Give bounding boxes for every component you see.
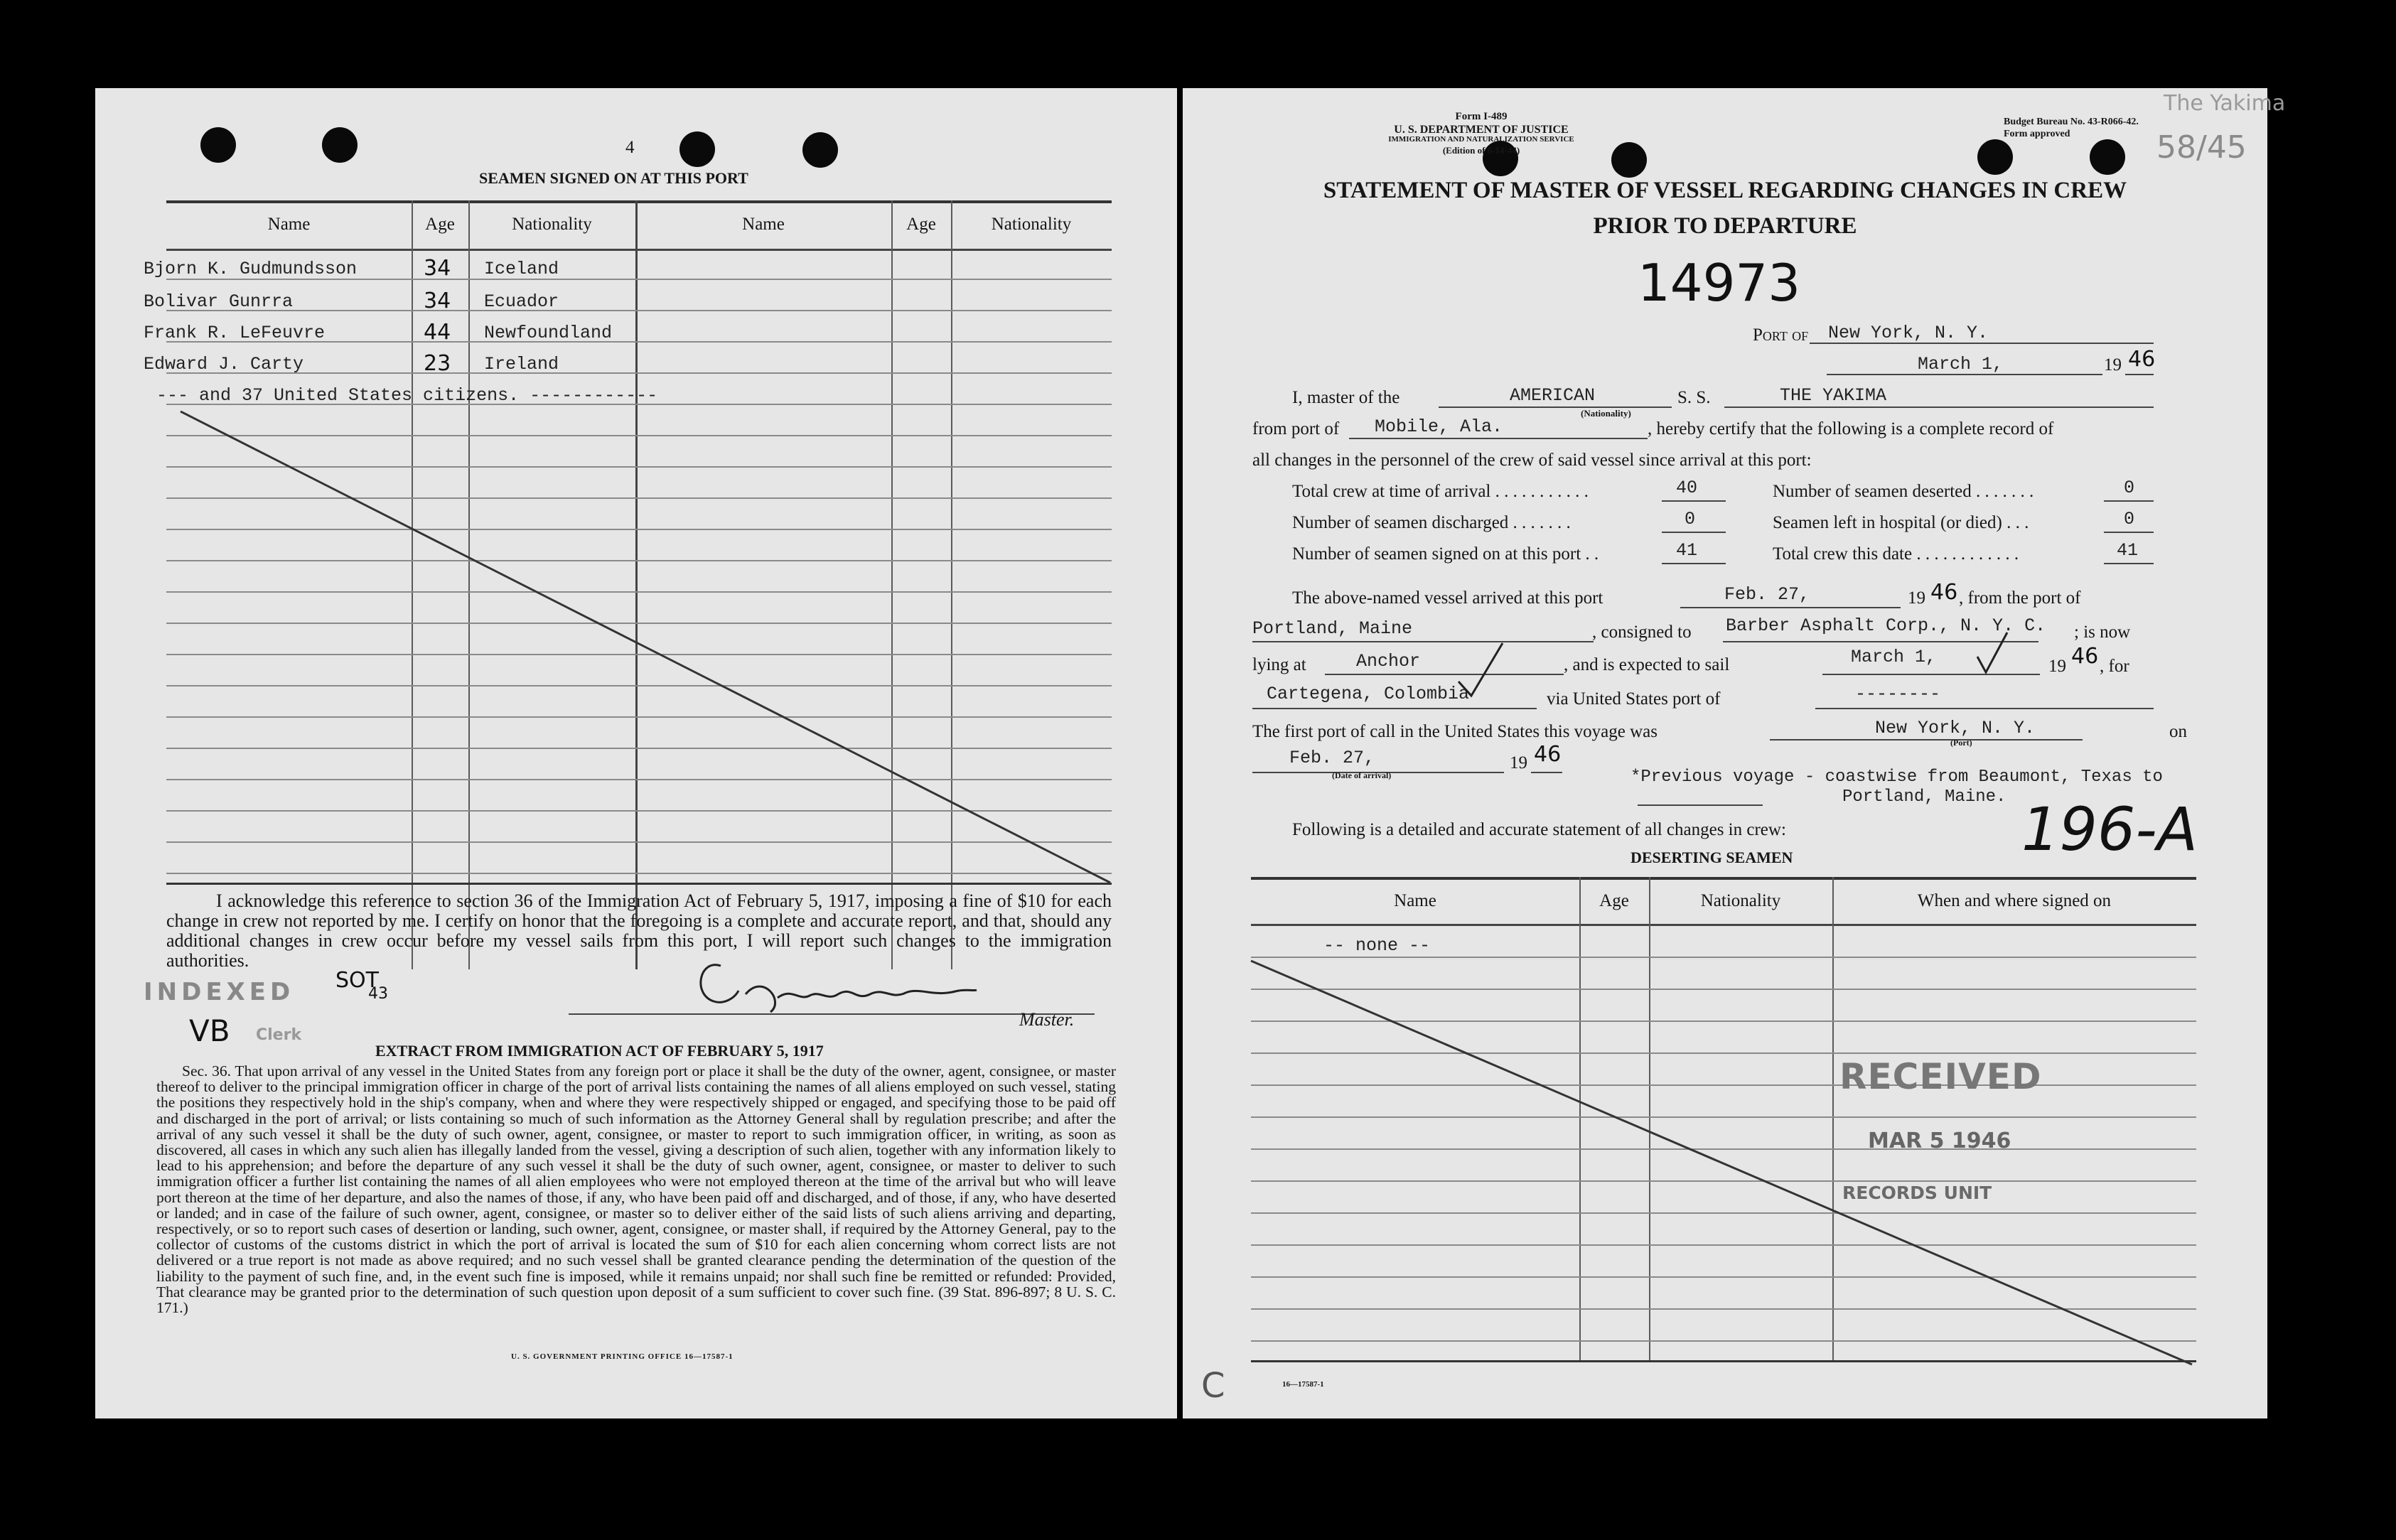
corner-handwriting: The Yakima <box>2164 91 2286 116</box>
citizens-note: --- and 37 United States citizens. ------------ <box>156 385 658 406</box>
column-header-nationality: Nationality <box>512 215 592 234</box>
certify-text: , hereby certify that the following is a complete record of <box>1648 419 2054 438</box>
acknowledgment-text: I acknowledge this reference to section 36 of the Immigration Act of February 5, 1917, imposing a fine of $10 for each change in crew not reported by me. I certify on honor that the foregoing is a complete and accurate report, and that, should any additional changes in crew occur before my vessel sails from this port, I will report such changes to the immigration authorities. <box>166 890 1112 971</box>
on-label: on <box>2169 722 2187 741</box>
clerk-label: Clerk <box>256 1026 302 1044</box>
year-prefix: 19 <box>2104 355 2122 375</box>
seaman-nationality: Iceland <box>484 259 559 279</box>
discharged-value: 0 <box>1685 509 1696 529</box>
total-crew-date-value: 41 <box>2117 540 2139 561</box>
from-the-port-value: Portland, Maine <box>1252 618 1413 639</box>
service-name: IMMIGRATION AND NATURALIZATION SERVICE <box>1388 135 1574 144</box>
from-port-value: Mobile, Ala. <box>1375 416 1503 437</box>
form-subtitle: PRIOR TO DEPARTURE <box>1593 213 1857 239</box>
diagonal-strike-line <box>1183 88 2267 1410</box>
column-header-name: Name <box>1394 891 1436 910</box>
column-header-nationality: Nationality <box>1700 891 1781 910</box>
expected-sail-label: , and is expected to sail <box>1564 655 1730 674</box>
form-title: STATEMENT OF MASTER OF VESSEL REGARDING CHANGES IN CREW <box>1323 178 2127 203</box>
previous-voyage-line2: Portland, Maine. <box>1842 787 2006 807</box>
signed-on-value: 41 <box>1676 540 1698 561</box>
seaman-name: Edward J. Carty <box>144 354 304 375</box>
extract-title: EXTRACT FROM IMMIGRATION ACT OF FEBRUARY 5, 1917 <box>375 1042 824 1060</box>
column-header-name: Name <box>742 215 785 234</box>
left-page-title: SEAMEN SIGNED ON AT THIS PORT <box>479 169 748 187</box>
arrived-year-prefix: 19 <box>1908 588 1925 608</box>
column-header-age: Age <box>906 215 936 234</box>
column-header-age: Age <box>425 215 455 234</box>
seaman-nationality: Ecuador <box>484 291 559 312</box>
signature-line <box>569 1013 1095 1015</box>
arrived-date: Feb. 27, <box>1724 584 1810 605</box>
from-the-port-label: , from the port of <box>1959 588 2081 608</box>
certify-text-continued: all changes in the personnel of the crew of said vessel since arrival at this port: <box>1252 451 1812 470</box>
deserted-label: Number of seamen deserted . . . . . . . <box>1773 482 2034 501</box>
footer-code: 16—17587-1 <box>1282 1380 1324 1389</box>
department-name: U. S. DEPARTMENT OF JUSTICE <box>1394 124 1569 136</box>
first-year-prefix: 19 <box>1510 753 1527 772</box>
date-caption: (Date of arrival) <box>1332 770 1392 780</box>
nationality-value: AMERICAN <box>1510 385 1596 406</box>
column-header-when-where: When and where signed on <box>1917 891 2112 910</box>
destination-value: Cartegena, Colombia <box>1267 684 1470 704</box>
total-crew-date-label: Total crew this date . . . . . . . . . . . . <box>1773 544 2019 564</box>
right-page <box>1183 88 2286 1418</box>
signed-on-label: Number of seamen signed on at this port . . <box>1292 544 1599 564</box>
sail-year-prefix: 19 <box>2048 657 2066 676</box>
via-label: via United States port of <box>1547 689 1721 709</box>
following-label: Following is a detailed and accurate statement of all changes in crew: <box>1292 820 1786 839</box>
left-page <box>95 88 1177 1418</box>
budget-bureau-number: Budget Bureau No. 43-R066-42. <box>2004 117 2139 127</box>
hospital-value: 0 <box>2124 509 2135 529</box>
from-port-label: from port of <box>1252 419 1340 438</box>
ss-label: S. S. <box>1677 388 1711 407</box>
via-value: -------- <box>1855 684 1941 704</box>
seaman-name: Bolivar Gunrra <box>144 291 294 312</box>
is-now-label: ; is now <box>2074 623 2131 642</box>
section-36-text: Sec. 36. That upon arrival of any vessel in the United States from any foreign port or place it shall be the duty of the owner, agent, consignee, or master thereof to deliver to the principal immigration officer in charge of the port of arrival lists containing the names of all aliens employed on such vessel, stating the positions they respectively hold in the ship's company, when and where they were respectively shipped or engaged, and specifying those to be paid off and discharged in the port of arrival; or lists containing so much of such information as the Attorney General shall by regulation prescribe; and after the arrival of any such vessel it shall be the duty of such owner, agent, consignee, or master to report to such immigration officer, in writing, as soon as discovered, all cases in which any such alien has illegally landed from the vessel, giving a description of such alien, together with any information likely to lead to his apprehension; and before the departure of any such vessel it shall be the duty of such owner, agent, consignee, or master to deliver to such immigration officer a further list containing the names of all alien employees who were not employed thereon at the time of the arrival but who will leave port thereon at the time of her departure, and also the names of those, if any, who have been paid off and discharged, and of those, if any, who have deserted or landed; and in case of the failure of such owner, agent, consignee, or master so to deliver either of the said lists of such aliens arriving and departing, respectively, or so to report such cases of desertion or landing, such owner, agent, consignee, or master shall, if required by the Attorney General, pay to the collector of customs of the customs district in which the port of arrival is located the sum of $10 for each alien concerning whom correct lists are not delivered or a true report is not made as above required; and no such vessel shall be granted clearance pending the determination of the question of the liability to the payment of such fine, and, in the event such fine is imposed, while it remains unpaid; nor shall such fine be remitted or refunded: Provided, That clearance may be granted prior to the determination of such question upon deposit of a sum sufficient to cover such fine. (39 Stat. 896-897; 8 U. S. C. 171.) <box>156 1062 1116 1317</box>
printing-office-line: U. S. GOVERNMENT PRINTING OFFICE 16—17587-1 <box>511 1352 734 1361</box>
arrived-label: The above-named vessel arrived at this port <box>1292 588 1603 608</box>
ss-value: THE YAKIMA <box>1780 385 1887 406</box>
lying-value: Anchor <box>1356 651 1421 672</box>
form-number: Form I-489 <box>1455 111 1508 122</box>
total-crew-arrival-value: 40 <box>1676 478 1698 498</box>
master-label: Master. <box>1019 1009 1075 1030</box>
indexed-initials: SOT <box>335 968 379 993</box>
master-of-label: I, master of the <box>1292 388 1400 407</box>
port-caption: (Port) <box>1950 738 1972 748</box>
column-header-nationality: Nationality <box>991 215 1072 234</box>
indexed-stamp: INDEXED <box>144 978 295 1006</box>
seaman-name: Bjorn K. Gudmundsson <box>144 259 358 279</box>
total-crew-arrival-label: Total crew at time of arrival . . . . . . . . . . . <box>1292 482 1589 501</box>
arrived-year: 46 <box>1930 580 1958 605</box>
first-year: 46 <box>1534 742 1562 767</box>
column-header-age: Age <box>1599 891 1629 910</box>
seaman-nationality: Ireland <box>484 354 559 375</box>
for-label: , for <box>2100 657 2129 676</box>
seaman-age: 34 <box>424 256 451 281</box>
first-date-value: Feb. 27, <box>1289 748 1375 768</box>
port-label: Port of <box>1753 325 1809 345</box>
big-file-number: 196-A <box>2021 795 2198 864</box>
date-value: March 1, <box>1918 354 2004 375</box>
discharged-label: Number of seamen discharged . . . . . . . <box>1292 513 1571 532</box>
deserting-none: -- none -- <box>1323 935 1431 956</box>
deserting-seamen-title: DESERTING SEAMEN <box>1631 849 1793 866</box>
sail-year: 46 <box>2071 644 2099 669</box>
previous-voyage-line1: *Previous voyage - coastwise from Beaumont, Texas to <box>1631 768 2163 787</box>
year-value: 46 <box>2128 347 2156 372</box>
seaman-age: 23 <box>424 351 451 376</box>
corner-mark: C <box>1201 1366 1225 1406</box>
received-stamp: RECEIVED <box>1839 1056 2042 1097</box>
lying-label: lying at <box>1252 655 1306 674</box>
master-signature <box>685 944 984 1016</box>
first-port-label: The first port of call in the United States this voyage was <box>1252 722 1658 741</box>
first-port-value: New York, N. Y. <box>1875 718 2036 738</box>
sail-date: March 1, <box>1851 647 1937 667</box>
seaman-age: 44 <box>424 320 451 345</box>
port-value: New York, N. Y. <box>1828 323 1989 343</box>
file-number: 14973 <box>1638 253 1801 313</box>
received-date: MAR 5 1946 <box>1868 1129 2011 1153</box>
edition: (Edition of 6-14-44) <box>1442 145 1520 156</box>
form-approved: Form approved <box>2004 129 2070 139</box>
consigned-value: Barber Asphalt Corp., N. Y. C. <box>1726 615 2046 636</box>
deserted-value: 0 <box>2124 478 2135 498</box>
seaman-name: Frank R. LeFeuvre <box>144 323 326 343</box>
clerk-initials: VB <box>189 1013 230 1048</box>
nationality-caption: (Nationality) <box>1581 408 1631 419</box>
indexed-number: 43 <box>368 985 388 1003</box>
column-header-name: Name <box>267 215 311 234</box>
records-unit: RECORDS UNIT <box>1842 1183 1992 1203</box>
seaman-age: 34 <box>424 289 451 313</box>
corner-number: 58/45 <box>2156 129 2247 166</box>
page-number: 4 <box>625 138 635 157</box>
seaman-nationality: Newfoundland <box>484 323 613 343</box>
hospital-label: Seamen left in hospital (or died) . . . <box>1773 513 2029 532</box>
diagonal-strike-line <box>95 88 1177 1012</box>
consigned-label: , consigned to <box>1592 623 1692 642</box>
